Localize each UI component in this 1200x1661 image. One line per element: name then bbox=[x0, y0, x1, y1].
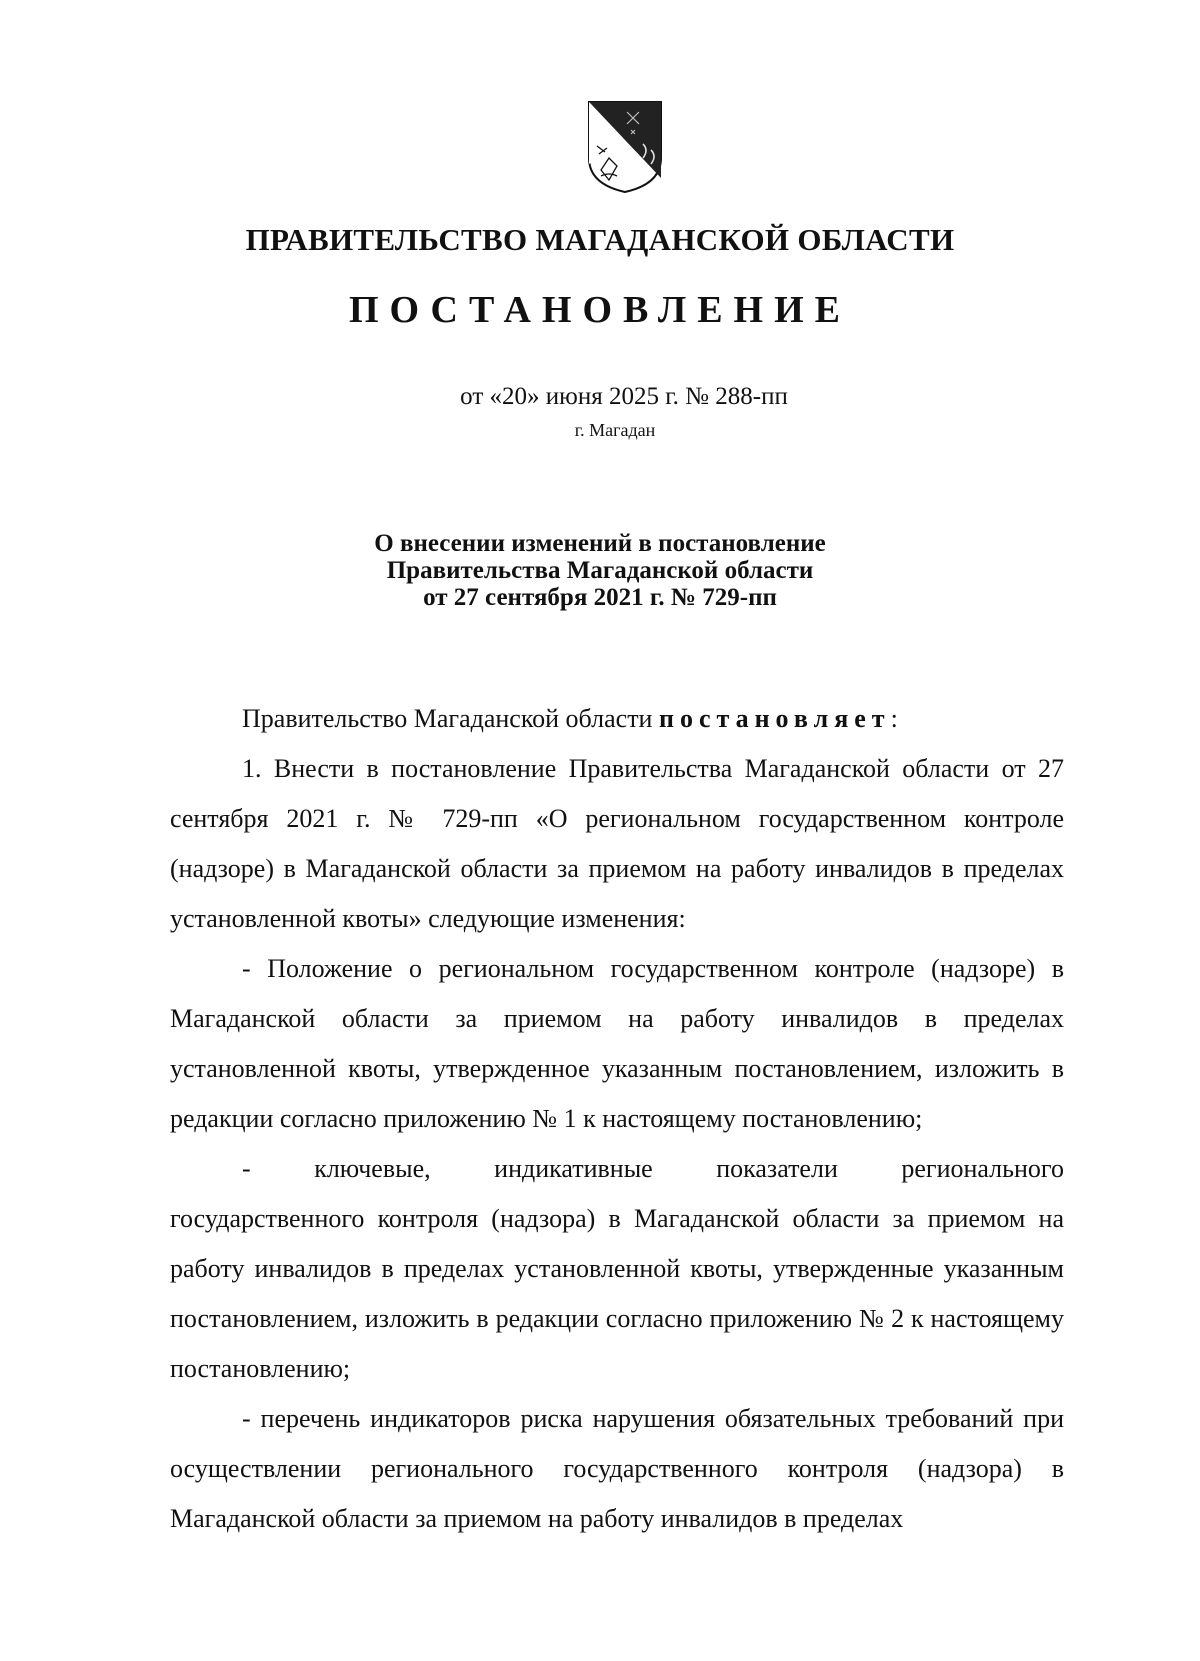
dash-2-rest: государственного контроля (надзора) в Магаданской области за приемом на работу инвалидов в пределах установленной квоты, утвержденные указанным постановлением, изложить в редакции согласно приложению № 2 к настоящему постановлению; bbox=[170, 1204, 1064, 1383]
document-subject bbox=[0, 530, 1200, 611]
dash-3-paragraph: - перечень индикаторов риска нарушения обязательных требований при осуществлении регионального государственного контроля (надзора) в Магаданской области за приемом на работу инвалидов в пределах bbox=[170, 1404, 1064, 1533]
dash-2-paragraph bbox=[170, 1144, 1064, 1394]
dash-1-paragraph: - Положение о региональном государственном контроле (надзоре) в Магаданской области за приемом на работу инвалидов в пределах установленной квоты, утвержденное указанным постановлением, изложить в редакции согласно приложению № 1 к настоящему постановлению; bbox=[170, 954, 1064, 1133]
intro-suffix: : bbox=[890, 704, 898, 733]
document-body bbox=[170, 694, 1064, 1544]
subject-line-1: О внесении изменений в постановление bbox=[374, 530, 826, 557]
dash-2-word: ключевые, bbox=[314, 1154, 431, 1183]
dash-2-word: - bbox=[242, 1154, 251, 1183]
intro-keyword: постановляет bbox=[658, 704, 891, 733]
intro-paragraph bbox=[170, 694, 1064, 744]
document-city: г. Магадан bbox=[574, 420, 656, 440]
intro-prefix: Правительство Магаданской области bbox=[242, 704, 659, 733]
dash-2-first-line bbox=[170, 1144, 1064, 1194]
item-1-paragraph: 1. Внести в постановление Правительства Магаданской области от 27 сентября 2021 г. № 729-пп «О региональном государственном контроле (надзоре) в Магаданской области за приемом на работу инвалидов в пределах установленной квоты» следующие изменения: bbox=[170, 754, 1064, 933]
dash-2-word: показатели bbox=[716, 1154, 838, 1183]
government-title: ПРАВИТЕЛЬСТВО МАГАДАНСКОЙ ОБЛАСТИ bbox=[245, 222, 955, 257]
dash-2-word: индикативные bbox=[494, 1154, 653, 1183]
subject-line-2: Правительства Магаданской области bbox=[386, 557, 814, 584]
subject-line-3: от 27 сентября 2021 г. № 729-пп bbox=[423, 584, 777, 611]
document-type: ПОСТАНОВЛЕНИЕ bbox=[348, 289, 852, 331]
document-date-number: от «20» июня 2025 г. № 288-пп bbox=[460, 383, 788, 410]
dash-2-word: регионального bbox=[901, 1154, 1064, 1183]
magadan-coat-of-arms-icon bbox=[587, 100, 663, 194]
